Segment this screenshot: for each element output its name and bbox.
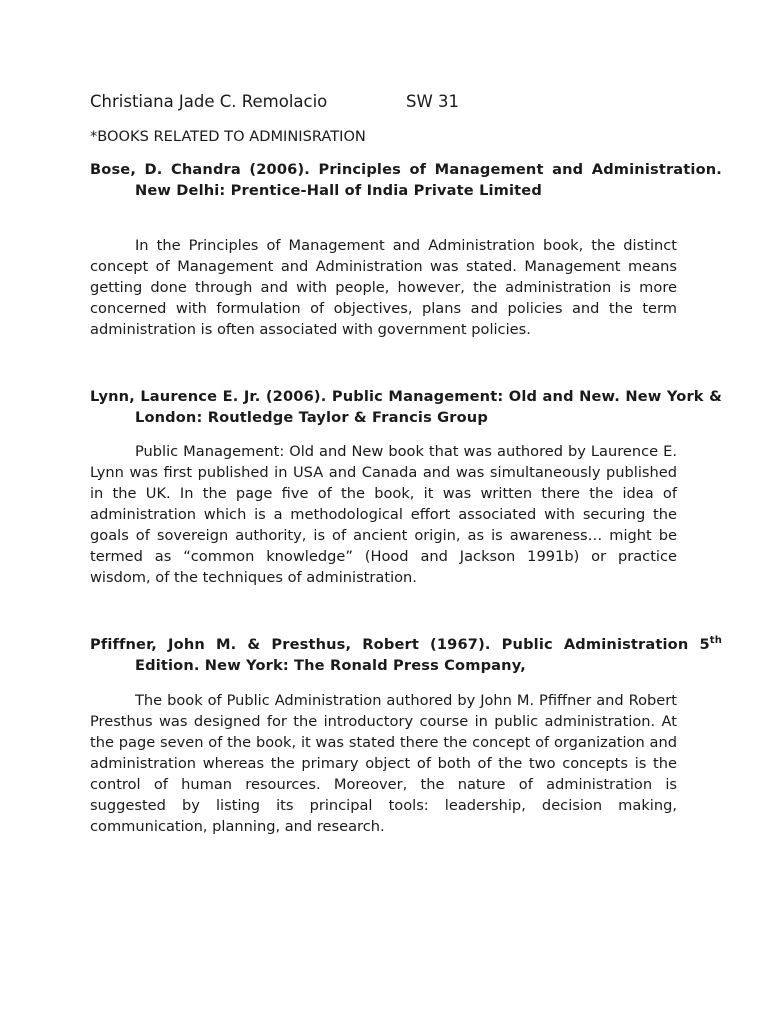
- course-code: SW 31: [406, 92, 460, 111]
- reference-citation: [90, 634, 722, 676]
- document-header: [90, 90, 460, 114]
- section-heading: *BOOKS RELATED TO ADMINISRATION: [90, 128, 366, 145]
- citation-text: Edition. New York: The Ronald Press Company,: [135, 657, 526, 674]
- reference-summary: Public Management: Old and New book that was authored by Laurence E. Lynn was first published in USA and Canada and was simultaneously published in the UK. In the page five of the book, it was written there the idea of administration which is a methodological effort associated with securing the goals of sovereign authority, is of ancient origin, as is awareness… might be termed as “common knowledge” (Hood and Jackson 1991b) or practice wisdom, of the techniques of administration.: [90, 443, 677, 586]
- citation-text: Pfiffner, John M. & Presthus, Robert (1967). Public Administration 5: [90, 636, 710, 653]
- author-name: Christiana Jade C. Remolacio: [90, 92, 328, 111]
- reference-summary: The book of Public Administration authored by John M. Pfiffner and Robert Presthus was designed for the introductory course in public administration. At the page seven of the book, it was stated there the concept of organization and administration whereas the primary object of both of the two concepts is the control of human resources. Moreover, the nature of administration is suggested by listing its principal tools: leadership, decision making, communication, planning, and research.: [90, 692, 677, 835]
- reference-citation: Lynn, Laurence E. Jr. (2006). Public Management: Old and New. New York & London: Routledge Taylor & Francis Group: [90, 388, 722, 426]
- edition-superscript: th: [709, 635, 722, 647]
- reference-citation: Bose, D. Chandra (2006). Principles of Management and Administration. New Delhi: Prentice-Hall of India Private Limited: [90, 161, 722, 199]
- reference-summary: In the Principles of Management and Administration book, the distinct concept of Management and Administration was stated. Management means getting done through and with people, however, the administration is more concerned with formulation of objectives, plans and policies and the term administration is often associated with government policies.: [90, 237, 677, 338]
